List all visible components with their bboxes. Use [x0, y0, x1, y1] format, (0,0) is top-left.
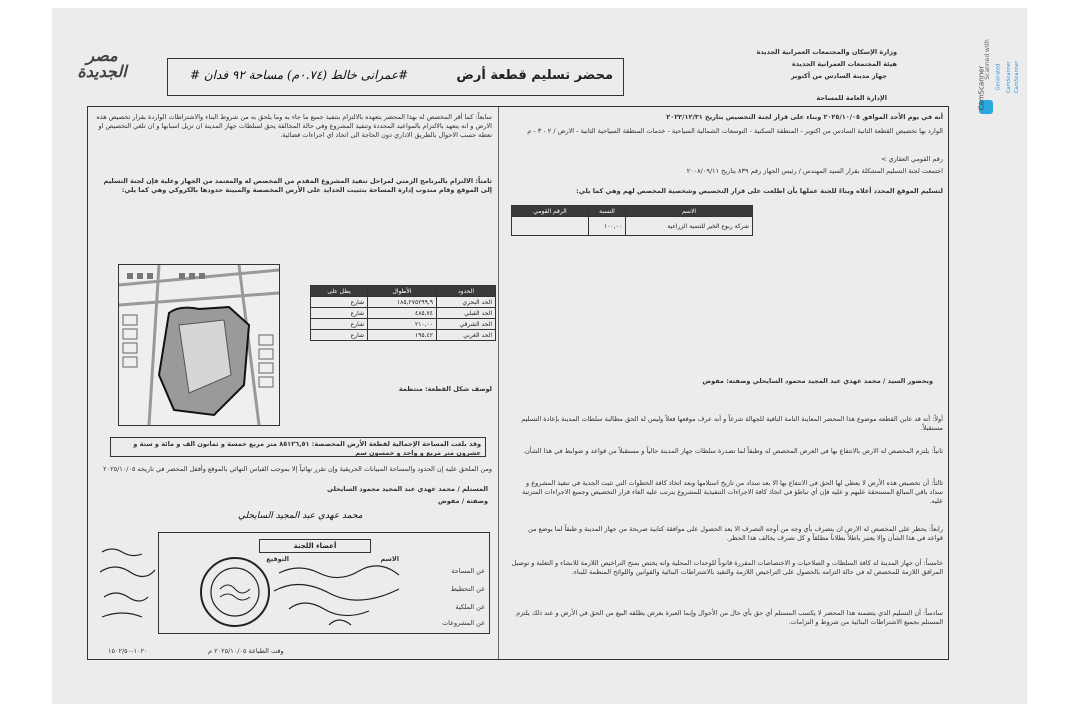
org-line-4: الإدارة العامة للمساحة — [816, 94, 887, 102]
camscanner-brand: CamScanner — [977, 65, 986, 111]
column-divider — [498, 107, 499, 659]
total-area-box: وقد بلغت المساحة الإجمالية لقطعة الأرض المخصصة: ٨٥١٢٦,٥١ متر مربع خمسة و ثمانون الف و مائة و ستة و عشرون متر مربع و واحد و خمسون سم — [110, 437, 486, 457]
camscanner-note-2: CamScanner — [1005, 61, 1012, 93]
owners-header-share: النسبة — [589, 206, 626, 217]
para-seventh: سابعاً: كما أقر المخصص له بهذا المحضر بتعهده بالالتزام بتنفيذ جميع ما جاء به وما يلحق به من شروط البناء والاشتراطات الواردة بقرار تخصيص هذه الارض و انه يتعهد بالالتزام بالمواعيد المحددة وتنفيذ المشروع وفي حالة المخالفة يحق لسلطات جهاز المدينة ان تزيل اسبابها و ان تلغي التخصيص او تعطه حسب الاحوال بالطريق الاداري دون الحاجة الى اتخاذ اي اجراءات قضائية. — [96, 113, 492, 139]
table-cell: شارع — [311, 297, 368, 308]
camscanner-note-3: CamScanner — [1013, 61, 1020, 93]
committee-label-projects: عن المشروعات — [442, 619, 485, 627]
owners-header-id: الرقم القومي — [512, 206, 589, 217]
receiver-signature: محمد عهدي عبد المجيد السايحلي — [238, 511, 363, 521]
committee-header-name: الاسم — [380, 555, 399, 563]
table-cell: شارع — [311, 308, 368, 319]
title-box — [167, 58, 624, 96]
handover-text: لتسليم الموقع المحدد أعلاه وبناءً للجنة عملها بأن اطلعت على قرار التخصيص وشخصية المخصص لهم وهي كما يلي: — [576, 187, 943, 195]
committee-text: اجتمعت لجنة التسليم المشكلة بقرار السيد المهندس / رئيس الجهاز رقم ٨٣٩ بتاريخ ٢٠٠٨/٠٩/١١ — [686, 167, 943, 175]
table-cell: ٢١٠,٠٠ — [368, 319, 437, 330]
site-sketch — [118, 264, 280, 426]
item-1: أولاً: أنه قد عاين القطعه موضوع هذا المحضر المعاينة التامة النافية للجهالة شرعاً و أنه عرف موقعها فعلاً وليس له الحق مطالبة سلطات المدينة بإعادة التسليم مستقبلاً. — [521, 415, 943, 432]
bounds-header-overlooks: يطل على — [311, 286, 368, 297]
camscanner-line: Scanned with — [983, 39, 991, 80]
bounds-header-boundary: الحدود — [437, 286, 496, 297]
org-line-2: هيئة المجتمعات العمرانية الجديدة — [791, 60, 897, 68]
intro-date: أنه في يوم الأحد الموافق ٢٠٢٥/١٠/٠٥ وبناء على قرار لجنة التخصيص بتاريخ ٢٠٢٣/١٢/٣١ — [666, 113, 943, 121]
camscanner-watermark — [977, 39, 1020, 144]
table-cell: الحد الغربي — [437, 330, 496, 341]
logo: مصر الجديدة — [77, 46, 127, 81]
scanned-document — [52, 8, 1027, 704]
camscanner-note-1: Generated — [995, 63, 1002, 91]
committee-title: أعضاء اللجنة — [259, 539, 371, 553]
coord-label: رقم القومي العقاري > — [881, 155, 943, 163]
left-column — [88, 107, 496, 659]
table-cell: ١٠٠,٠٠ — [589, 217, 626, 236]
official-seal-icon — [198, 555, 272, 629]
site-plan-map — [119, 265, 279, 425]
item-6: سادساً: أن التسليم الذي يتضمنه هذا المحضر لا يكسب المستلم أي حق بأي حال من الأحوال وإنما العبرة بعرض يطلقه البيع من الحق في الأرض و عند ذلك يلتزم المستلم بجميع الاشتراطات البنائية من شروط و التزامات. — [516, 609, 943, 626]
table-cell: الحد القبلي — [437, 308, 496, 319]
footer-ref: ١٠٢٠-١٥٠٢/٥٠ — [108, 647, 148, 655]
footer-print-time: وقت الطباعة ٢٠٢٥/١٠/٠٥ م — [208, 647, 284, 655]
recipient-line: وبحضور السيد / محمد عهدي عبد المجيد محمود السايحلي وصفته: مفوض — [702, 377, 933, 385]
receiver-label: المستلم / محمد عهدي عبد المجيد محمود السايحلي — [326, 485, 488, 493]
table-cell: الحد البحري — [437, 297, 496, 308]
intro-body: الوارد بها تخصيص القطعة الثانية السادس من اكتوبر - المنطقة السكنية - التوسعات الشمالية السياحية - خدمات المنطقة السياحية الثانية - الارض / ٢ - ٣ - م — [527, 127, 943, 135]
table-cell: شارع — [311, 319, 368, 330]
table-cell: شركة ربوع الخير للتنمية الزراعية — [626, 217, 753, 236]
committee-header-sign: التوقيع — [266, 555, 289, 563]
receiver-role: وصفته / مفوض — [437, 497, 488, 505]
shape-description: لوصف شكل القطعة: منتظمة — [398, 385, 492, 393]
org-line-3: جهاز مدينة السادس من أكتوبر — [790, 72, 887, 80]
table-cell: شارع — [311, 330, 368, 341]
committee-label-survey: عن المساحة — [451, 567, 485, 575]
title-handwritten: #عمرانى خالط (٠.٧٤م) مساحة ٩٢ فدان # — [190, 68, 409, 82]
table-cell: ١٩٥,٤٢ — [368, 330, 437, 341]
witness-text: ومن الملحق عليه إن الحدود والمساحة المبيانات الحريقية وإن تقرر نهائياً إلا بموجب القياس النهائي بالموقع وأقفل المحضر في تاريخه ٢٠٢٥/١٠/٠٥ — [103, 465, 492, 473]
org-line-1: وزارة الإسكان والمجتمعات العمرانية الجديدة — [756, 48, 897, 56]
margin-handwriting — [92, 542, 162, 632]
item-2: ثانياً: يلتزم المخصص له الارض بالانتفاع بها في الغرض المخصص له وطبقاً لما تصدرة سلطات جهاز المدينة حالياً و مستقبلاً من قواعد و ضوابط في هذا الشأن. — [522, 447, 943, 455]
item-3: ثالثاً: أن تخصيص هذه الأرض لا يعطي لها الحق في الانتفاع بها الا بعد سداد من تاريخ استلامها وبعد اتخاذ كافة الخطوات التي تثبت الجدية في تنفيذ المشروع و سداد باقي المبالغ المستحقة عليهم و عليه فإن أي تباطؤ في اتخاذ كافة الاجراءات التنفيذية للمشروع يترتب عليه الغاء قرار التخصيص وجميع الاجراءات المترتبة عليه. — [521, 479, 943, 505]
committee-label-ownership: عن الملكية — [455, 603, 485, 611]
item-4: رابعاً: يحظر على المخصص له الارض ان يتصرف بأي وجه من أوجه التصرف الا بعد الحصول على موافقة كتابية صريحة من جهاز المدينة و طبقاً لما يوضع من قواعد في هذا الشأن وإلا يعتبر باطلاً بطلاناً مطلقاً و كل تصرف يخالف هذا الحظر. — [528, 525, 943, 542]
committee-signatures — [269, 561, 439, 633]
table-cell — [512, 217, 589, 236]
form-frame — [87, 106, 949, 660]
page-title: محضر تسليم قطعة أرض — [456, 68, 613, 83]
table-cell: ٤٨٥,٧٤ — [368, 308, 437, 319]
right-column — [503, 107, 943, 659]
committee-label-planning: عن التخطيط — [450, 585, 485, 593]
table-cell: الحد الشرقي — [437, 319, 496, 330]
table-cell: ١٨٥,٢٧٥٢٩٩,٩ — [368, 297, 437, 308]
owners-table — [511, 205, 753, 236]
para-eighth: ثامناً: الالتزام بالبرنامج الزمني لمراحل تنفيذ المشروع المقدم من المخصص له والمعتمد من الجهاز وعلية فإن لجنة التسليم إلى الموقع وقام مندوب إدارة المساحة بتثبيت الحدايد على الأرض المخصصة والمبينة حدودها بالكروكي وهي كما يلي: — [103, 177, 492, 194]
bounds-table — [310, 285, 496, 341]
owners-header-name: الاسم — [626, 206, 753, 217]
item-5: خامساً: أن جهاز المدينة له كافة السلطات و الصلاحيات و الاختصاصات المقررة قانوناً للوحدات المحلية وانه يختص بمنح التراخيص اللازمة للانشاء و التعلية و توصيل المرافق اللازمة للمخصص له في حالة التزامه بالحصول على التراخيص اللازمة والتقيد بالاشتراطات البنائية والقوانين واللوائح المنظمة للبناء. — [511, 559, 943, 576]
bounds-header-length: الأطوال — [368, 286, 437, 297]
